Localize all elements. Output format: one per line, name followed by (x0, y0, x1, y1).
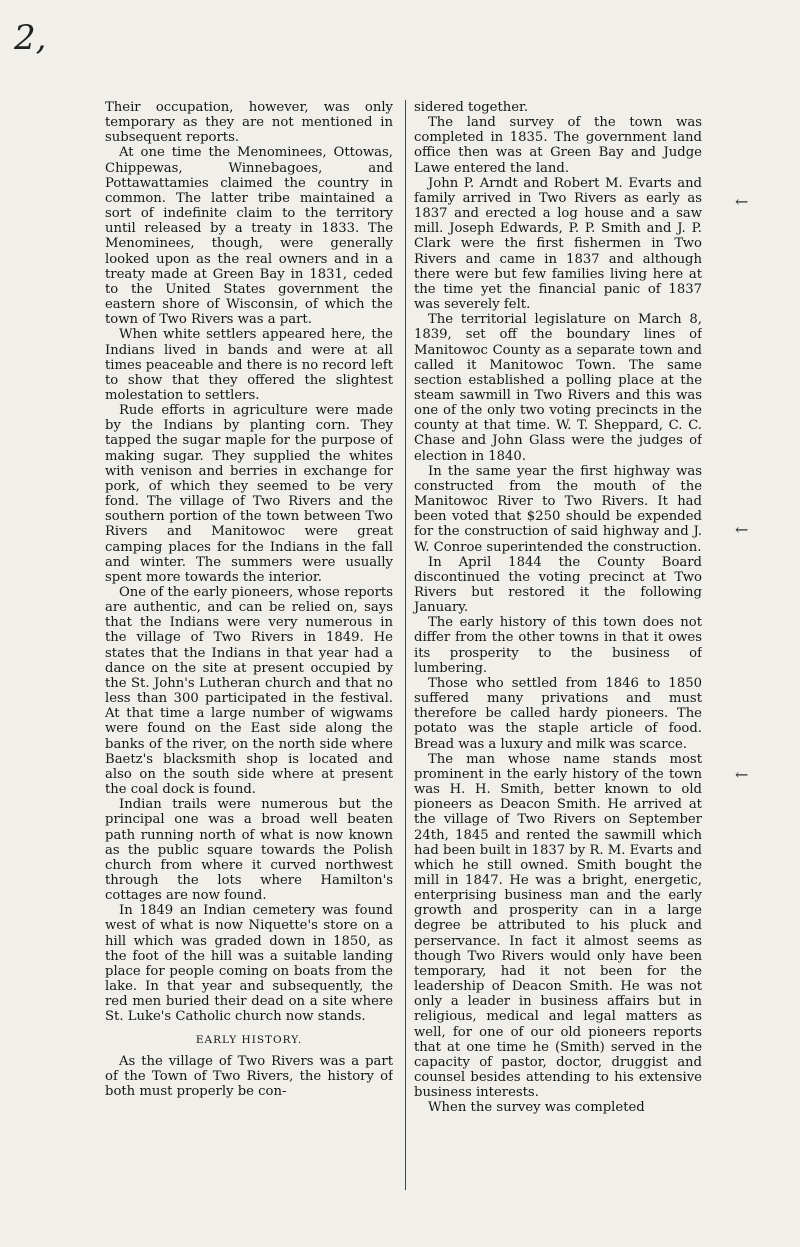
paragraph: Indian trails were numerous but the principal one was a broad well beaten path running north of what is now known as the public square towards the Polish church from where it curved northwest through the lots where Hamilton's cottages are now found. (105, 797, 393, 904)
paragraph: The man whose name stands most prominent in the early history of the town was H. H. Smith, better known to old pioneers as Deacon Smith. He arrived at the village of Two Rivers on September 24th, 1845 and rented the sawmill which had been built in 1837 by R. M. Evarts and which he still owned. Smith bought the mill in 1847. He was a bright, energetic, enterprising business man and the early growth and prosperity can in a large degree be attributed to his pluck and perservance. In fact it almost seems as though Two Rivers would only have been temporary, had it not been for the leadership of Deacon Smith. He was not only a leader in business affairs but in religious, medical and legal matters as well, for one of our old pioneers reports that at one time he (Smith) served in the capacity of pastor, doctor, druggist and counsel besides attending to his extensive business interests. (414, 751, 702, 1101)
margin-arrow-mark: ← (735, 765, 749, 784)
paragraph: The territorial legislature on March 8, 1839, set off the boundary lines of Manitowoc County as a separate town and called it Manitowoc Town. The same section established a polling place at the steam sawmill in Two Rivers and this was one of the only two voting precincts in the county at that time. W. T. Sheppard, C. C. Chase and John Glass were the judges of election in 1840. (414, 312, 702, 464)
paragraph: At one time the Menominees, Ottowas, Chippewas, Winnebagoes, and Pottawattamies claimed the country in common. The latter tribe maintained a sort of indefinite claim to the territory until released by a treaty in 1833. The Menominees, though, were generally looked upon as the real owners and in a treaty made at Green Bay in 1831, ceded to the United States government the eastern shore of Wisconsin, of which the town of Two Rivers was a part. (105, 145, 393, 328)
paragraph: Those who settled from 1846 to 1850 suffered many privations and must therefore be called hardy pioneers. The potato was the staple article of food. Bread was a luxury and milk was scarce. (414, 675, 702, 752)
article-columns (105, 100, 720, 1190)
left-column (105, 100, 393, 1190)
paragraph: One of the early pioneers, whose reports are authentic, and can be relied on, says that the Indians were very numerous in the village of Two Rivers in 1849. He states that the Indians in that year had a dance on the site at present occupied by the St. John's Lutheran church and that no less than 300 participated in the festival. At that time a large number of wigwams were found on the East side along the banks of the river, on the north side where Baetz's blacksmith shop is located and also on the south side where at present the coal dock is found. (105, 585, 393, 798)
right-column (405, 100, 702, 1190)
paragraph: In 1849 an Indian cemetery was found west of what is now Niquette's store on a hill which was graded down in 1850, as the foot of the hill was a suitable landing place for people coming on boats from the lake. In that year and subsequently, the red men buried their dead on a site where St. Luke's Catholic church now stands. (105, 903, 393, 1025)
page-number: 2, (14, 18, 47, 58)
paragraph: In April 1844 the County Board discontinued the voting precinct at Two Rivers but restored it the following January. (414, 554, 702, 616)
margin-arrow-mark: ← (735, 192, 749, 211)
paragraph: As the village of Two Rivers was a part of the Town of Two Rivers, the history of both must properly be con- (105, 1053, 393, 1099)
margin-arrow-mark: ← (735, 520, 749, 539)
section-heading: EARLY HISTORY. (195, 1033, 303, 1046)
paragraph: In the same year the first highway was constructed from the mouth of the Manitowoc River to Two Rivers. It had been voted that $250 should be expended for the construction of said highway and J. W. Conroe superintended the construction. (414, 463, 702, 555)
paragraph: Their occupation, however, was only temporary as they are not mentioned in subsequent reports. (105, 100, 393, 146)
paragraph: The land survey of the town was completed in 1835. The government land office then was at Green Bay and Judge Lawe entered the land. (414, 115, 702, 176)
paragraph: When the survey was completed (428, 1100, 645, 1116)
paragraph: When white settlers appeared here, the Indians lived in bands and were at all times peaceable and there is no record left to show that they offered the slightest molestation to settlers. (105, 327, 393, 403)
paragraph: The early history of this town does not differ from the other towns in that it owes its prosperity to the business of lumbering. (414, 615, 702, 676)
paragraph: John P. Arndt and Robert M. Evarts and family arrived in Two Rivers as early as 1837 and erected a log house and a saw mill. Joseph Edwards, P. P. Smith and J. P. Clark were the first fishermen in Two Rivers and came in 1837 and although there were but few families living here at the time yet the financial panic of 1837 was severely felt. (414, 175, 702, 313)
paragraph: Rude efforts in agriculture were made by the Indians by planting corn. They tapped the sugar maple for the purpose of making sugar. They supplied the whites with venison and berries in exchange for pork, of which they seemed to be very fond. The village of Two Rivers and the southern portion of the town between Two Rivers and Manitowoc were great camping places for the Indians in the fall and winter. The summers were usually spent more towards the interior. (105, 403, 393, 585)
paragraph-continuation: sidered together. (414, 100, 529, 115)
